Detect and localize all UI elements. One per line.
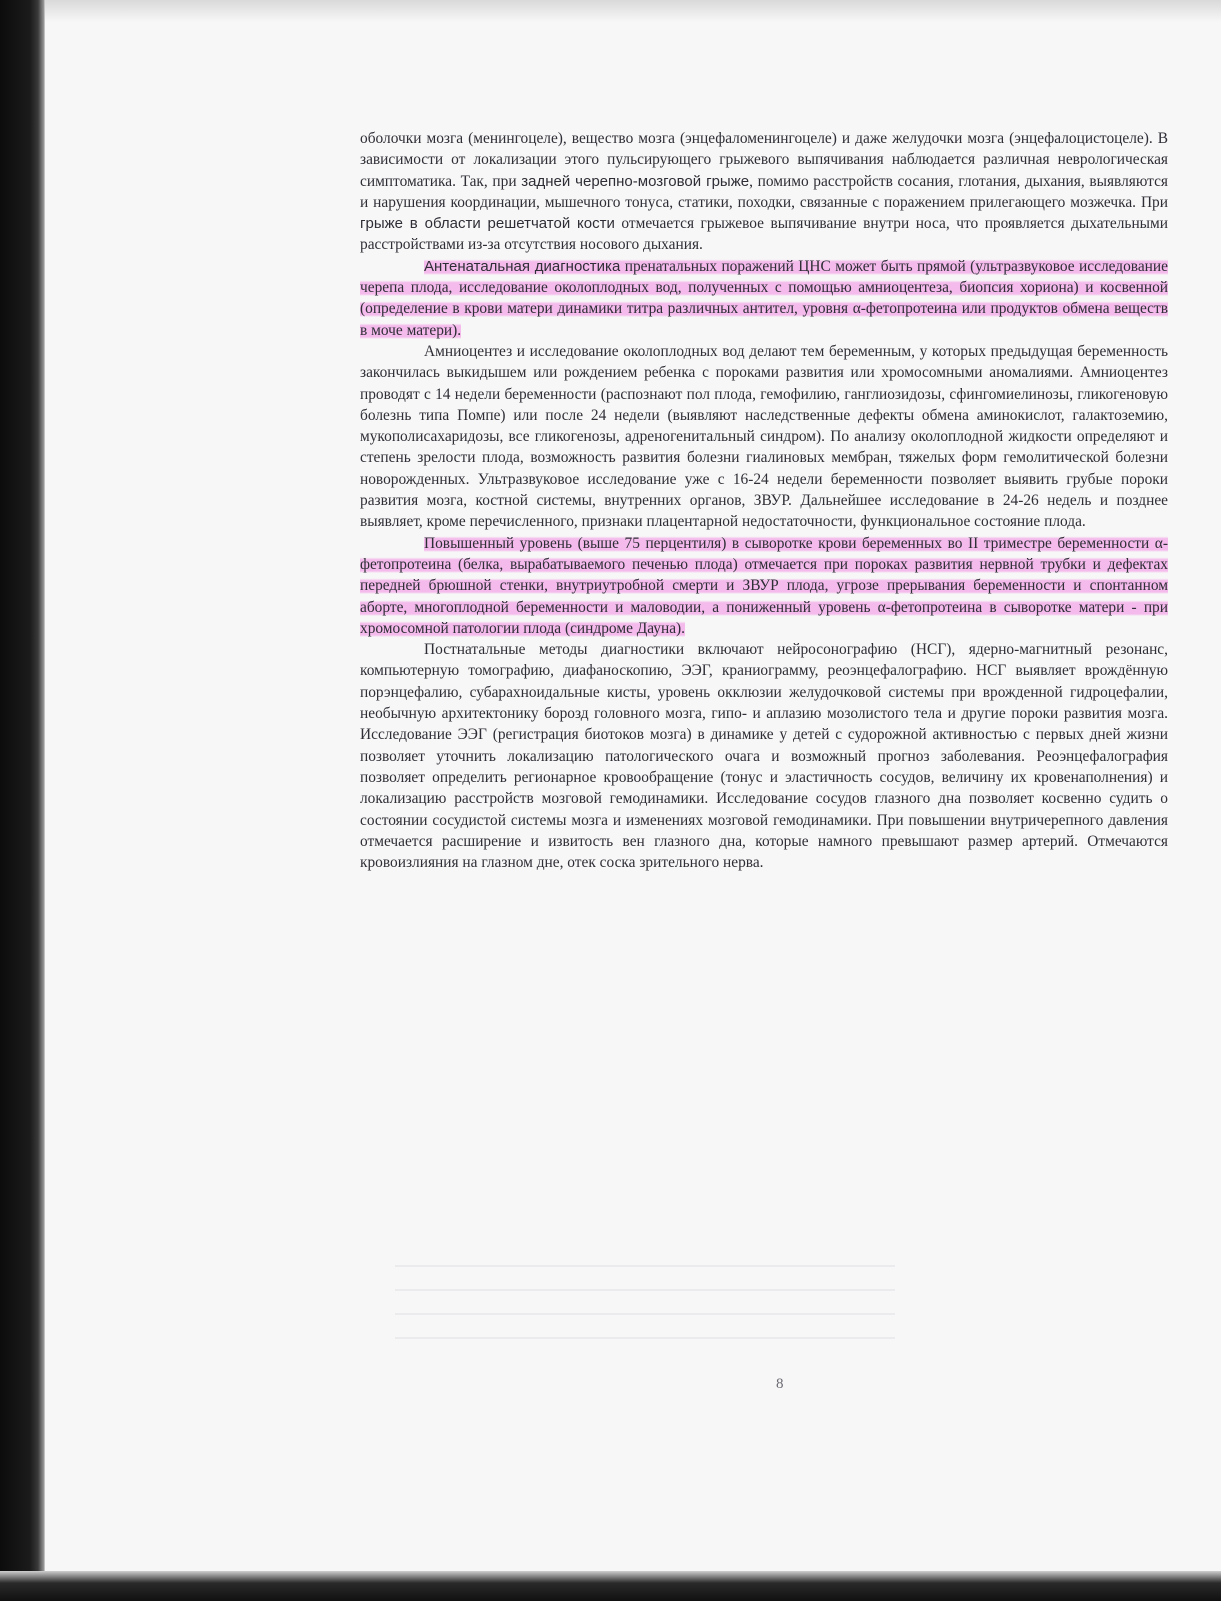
top-edge-shadow <box>45 0 1221 22</box>
page-number: 8 <box>776 1376 784 1392</box>
paragraph-postnatal-methods <box>360 639 1168 873</box>
text-segment: , помимо расстройств сосания, глотания, дыхания, выявляются и нарушения координации, мышечного тонуса, статики, походки, связанные с поражением прилегающего мозжечка. При <box>360 172 1168 211</box>
bleed-line <box>395 1289 895 1291</box>
bleed-line <box>395 1337 895 1339</box>
text-segment: отмечается грыжевое выпячивание внутри носа, что проявляется дыхательными расстройствами из-за отсутствия носового дыхания. <box>360 215 1168 254</box>
paragraph-alpha-fetoprotein <box>360 533 1168 639</box>
term-posterior-hernia: задней черепно-мозговой грыже <box>521 172 750 190</box>
highlighted-text: пренатальных поражений ЦНС может быть прямой (ультразвуковое исследование черепа плода, исследование околоплодных вод, полученных с помощью амниоцентеза, биопсия хориона) и косвенной (определение в крови матери динамики титра различных антител, уровня α-фетопротеина или продуктов обмена веществ в моче матери). <box>360 257 1168 339</box>
page-body <box>360 128 1168 873</box>
bleed-line <box>395 1313 895 1315</box>
text-segment: оболочки мозга (менингоцеле), вещество мозга (энцефаломенингоцеле) и даже желудочки мозга (энцефалоцистоцеле). В зависимости от локализации этого пульсирующего грыжевого выпячивания наблюдается различная неврологическая симптоматика. Так, при <box>360 130 1168 190</box>
bleed-line <box>395 1265 895 1267</box>
scanner-bottom-edge <box>0 1571 1221 1601</box>
term-antenatal-diagnostics: Антенатальная диагностика <box>424 257 621 275</box>
term-ethmoid-hernia: грыже в области решетчатой кости <box>360 215 615 233</box>
text-segment: Постнатальные методы диагностики включают нейросонографию (НСГ), ядерно-магнитный резонанс, компьютерную томографию, диафаноскопию, ЭЭГ, краниограмму, реоэнцефалографию. НСГ выявляет врождённую порэнцефалию, субарахноидальные кисты, уровень окклюзии желудочковой системы при врожденной гидроцефалии, необычную архитектонику борозд головного мозга, гипо- и аплазию мозолистого тела и другие пороки развития мозга. Исследование ЭЭГ (регистрация биотоков мозга) в динамике у детей с судорожной активностью с первых дней жизни позволяет уточнить локализацию патологического очага и возможный прогноз заболевания. Реоэнцефалография позволяет определить регионарное кровообращение (тонус и эластичность сосудов, величину их кровенаполнения) и локализацию расстройств мозговой гемодинамики. Исследование сосудов глазного дна позволяет косвенно судить о состоянии сосудистой системы мозга и изменениях мозговой гемодинамики. При повышении внутричерепного давления отмечается расширение и извитость вен глазного дна, которые намного превышают размер артерий. Отмечаются кровоизлияния на глазном дне, отек соска зрительного нерва. <box>360 641 1168 872</box>
text-segment: Амниоцентез и исследование околоплодных вод делают тем беременным, у которых предыдущая беременность закончилась выкидышем или рождением ребенка с пороками развития или хромосомными аномалиями. Амниоцентез проводят с 14 недели беременности (распознают пол плода, гемофилию, ганглиозидозы, сфингомиелинозы, гликогеновую болезнь типа Помпе) или после 24 недели (выявляют наследственные дефекты обмена аминокислот, галактоземию, мукополисахаридозы, все гликогенозы, адреногенитальный синдром). По анализу околоплодной жидкости определяют и степень зрелости плода, возможность развития болезни гиалиновых мембран, тяжелых форм гемолитической болезни новорожденных. Ультразвуковое исследование уже с 16-24 недели беременности позволяет выявить грубые пороки развития мозга, костной системы, внутренних органов, ЗВУР. Дальнейшее исследование в 24-26 недель и позднее выявляет, кроме перечисленного, признаки плацентарной недостаточности, функциональное состояние плода. <box>360 342 1168 531</box>
paragraph-antenatal-diagnostics <box>360 256 1168 341</box>
paragraph-cranial-hernia <box>360 128 1168 256</box>
binding-shadow <box>0 0 45 1601</box>
highlighted-text: Повышенный уровень (выше 75 перцентиля) в сыворотке крови беременных во II триместре беременности α-фетопротеина (белка, вырабатываемого печенью плода) отмечается при пороках развития нервной трубки и дефектах передней брюшной стенки, внутриутробной смерти и ЗВУР плода, угрозе прерывания беременности и спонтанном аборте, многоплодной беременности и маловодии, а пониженный уровень α-фетопротеина в сыворотке матери - при хромосомной патологии плода (синдроме Дауна). <box>360 534 1168 637</box>
bleed-through-text <box>395 1265 895 1361</box>
paragraph-amniocentesis <box>360 341 1168 533</box>
